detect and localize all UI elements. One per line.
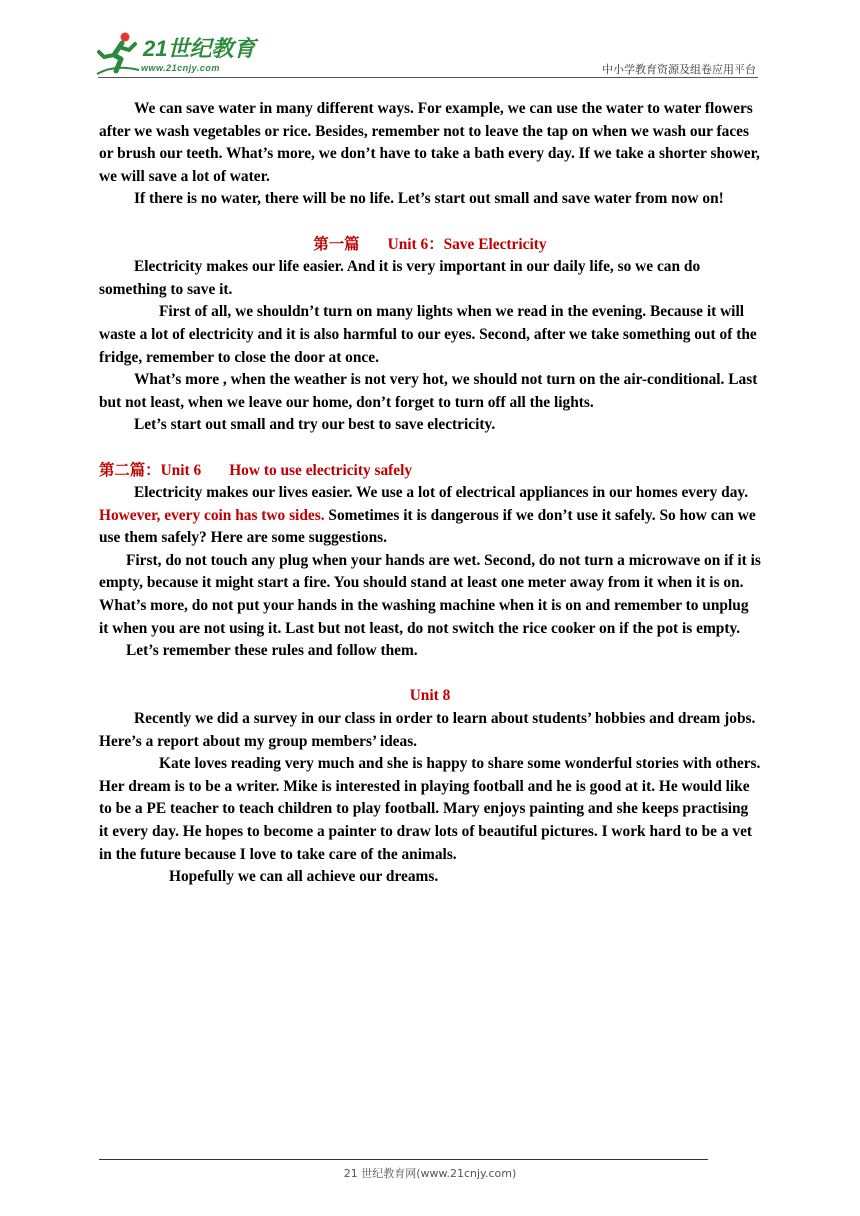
part2-highlight: However, every coin has two sides. [99,506,325,524]
logo-text: 21世纪教育 [143,36,256,61]
part2-paragraph-1 [99,482,761,550]
part1-heading [99,234,761,257]
part2-heading [99,460,761,483]
part2-title: How to use electricity safely [229,461,413,479]
part2-paragraph-1-start: Electricity makes our lives easier. We use a lot of electrical appliances in our homes every day. [134,484,749,502]
save-water-paragraph-2: If there is no water, there will be no life. Let’s start out small and save water from now on! [134,190,724,208]
part2-paragraph-2: First, do not touch any plug when your hands are wet. Second, do not turn a microwave on if it is empty, because it might start a fire. You should stand at least one meter away from it when it is on. What’s more, do not put your hands in the washing machine when it is on and remember to unplug it when you are not using it. Last but not least, do not switch the rice cooker on if the pot is empty. [99,551,761,637]
footer-divider [99,1159,708,1160]
site-logo [95,30,265,78]
page-footer: 21 世纪教育网(www.21cnjy.com) [343,1167,517,1180]
part1-paragraph-4: Let’s start out small and try our best to save electricity. [134,416,496,434]
part1-paragraph-1: Electricity makes our life easier. And it is very important in our daily life, so we can do something to save it. [99,258,701,298]
part1-paragraph-3: What’s more , when the weather is not very hot, we should not turn on the air-conditional. Last but not least, when we leave our home, don’t forget to turn off all the lights. [99,371,758,411]
part2-paragraph-3: Let’s remember these rules and follow them. [126,642,418,660]
unit8-heading: Unit 8 [409,687,451,705]
part2-paragraph-1-end: Sometimes it is dangerous if we don’t use it safely. So how can we use them safely? Here are some suggestions. [99,506,756,547]
unit8-paragraph-3: Hopefully we can all achieve our dreams. [169,868,439,886]
runner-logo-icon [95,30,141,76]
unit8-paragraph-2: Kate loves reading very much and she is happy to share some wonderful stories with others. Her dream is to be a writer. Mike is interested in playing football and he is good at it. He would like to be a PE teacher to teach children to play football. Mary enjoys painting and she keeps practising it every day. He hopes to become a painter to draw lots of beautiful pictures. I work hard to be a vet in the future because I love to take care of the animals. [99,755,761,863]
part1-paragraph-2: First of all, we shouldn’t turn on many lights when we read in the evening. Because it will waste a lot of electricity and it is also harmful to our eyes. Second, after we take something out of the fridge, remember to close the door at once. [99,303,757,366]
platform-name: 中小学教育资源及组卷应用平台 [602,63,756,76]
logo-url: www.21cnjy.com [141,63,220,73]
part2-label: 第二篇：Unit 6 [99,461,202,479]
unit8-paragraph-1: Recently we did a survey in our class in order to learn about students’ hobbies and dream jobs. Here’s a report about my group members’ ideas. [99,710,756,750]
document-body [99,98,761,889]
part1-label: 第一篇 [313,235,360,253]
page-header [0,0,860,80]
save-water-paragraph-1: We can save water in many different ways. For example, we can use the water to water flowers after we wash vegetables or rice. Besides, remember not to leave the tap on when we wash our faces or brush our teeth. What’s more, we don’t have to take a bath every day. If we take a shorter shower, we will save a lot of water. [99,100,760,185]
part1-title: Unit 6：Save Electricity [387,235,547,253]
header-divider [98,77,758,78]
